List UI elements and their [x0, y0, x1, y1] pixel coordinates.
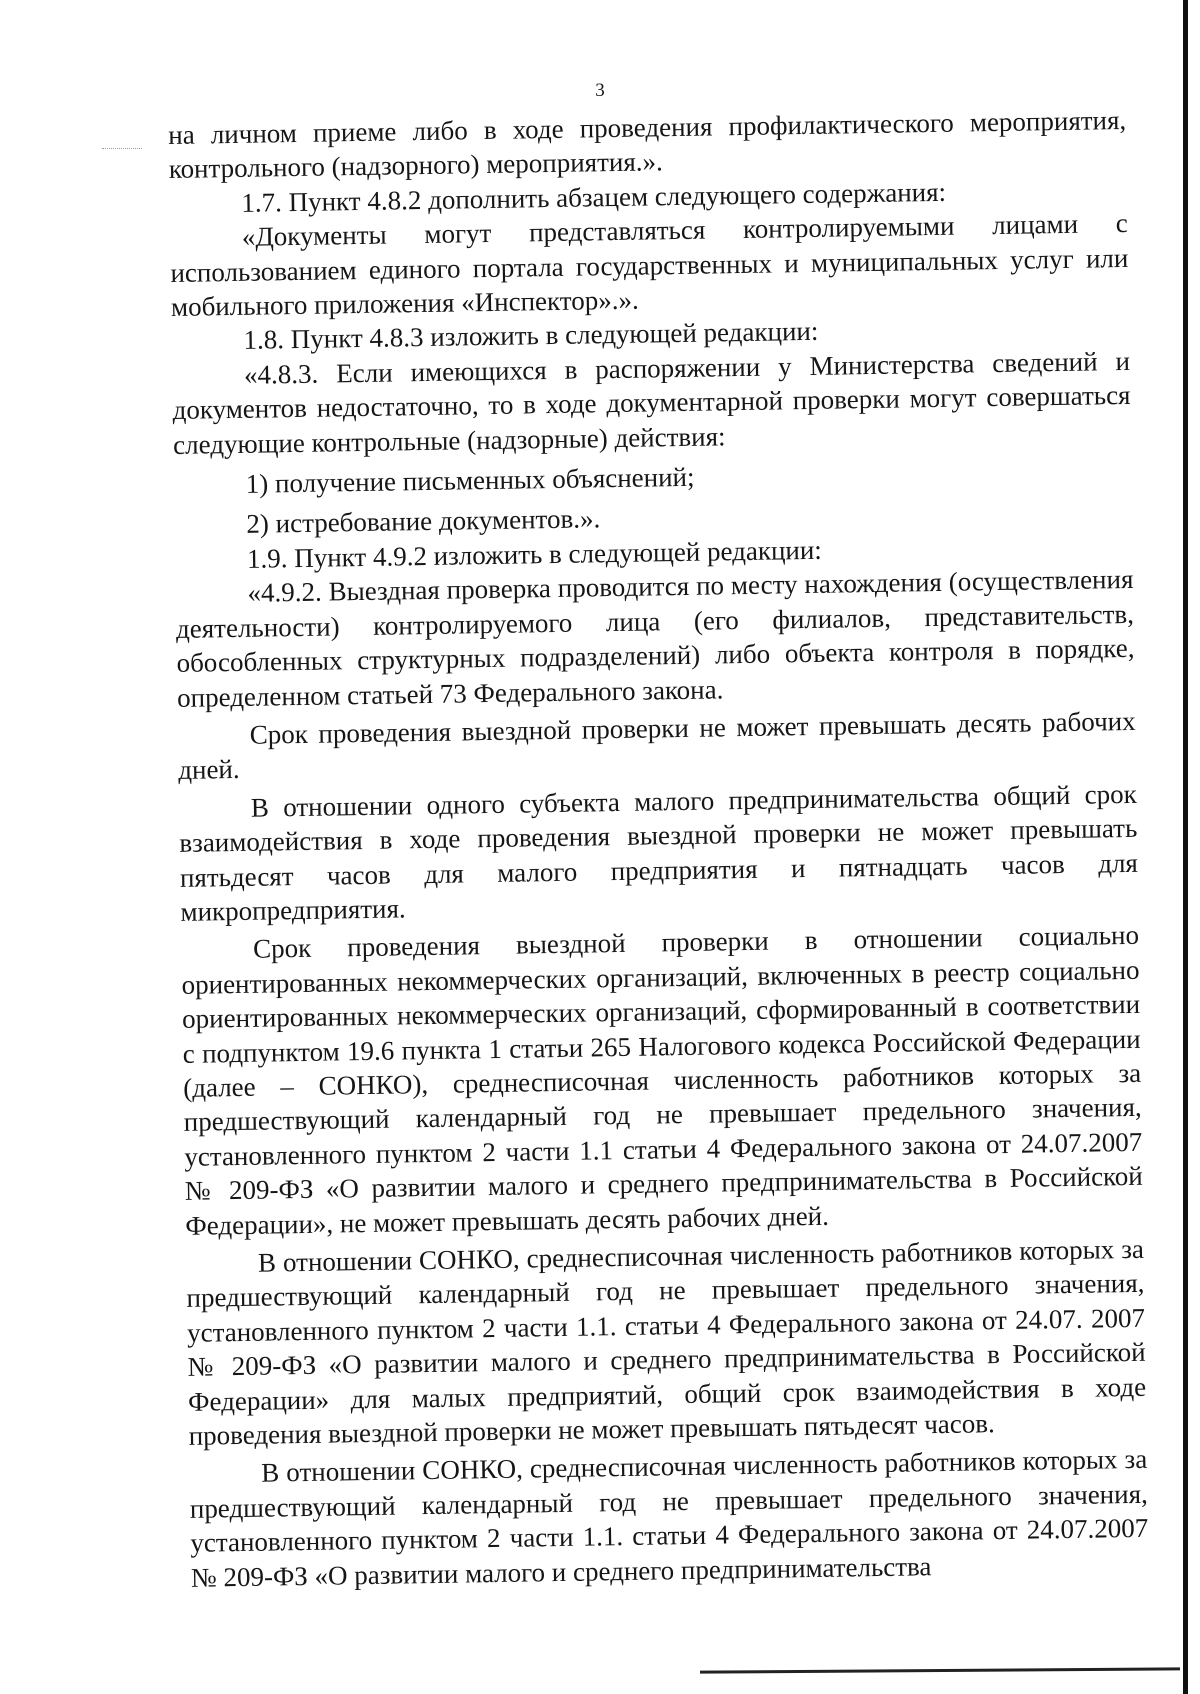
document-body — [168, 103, 1149, 1595]
list-item-1: 1) получение письменных объяснений; — [245, 461, 695, 499]
paragraph-sonko-term: Срок проведения выездной проверки в отношении социально ориентированных некоммерческих организаций, включенных в реестр социально ориентированных некоммерческих организаций, сформированный в соответствии с подпунктом 19.6 пункта 1 статьи 265 Налогового кодекса Российской Федерации (далее – СОНКО), среднесписочная численность работников которых за предшествующий календарный год не превышает предельного значения, установленного пунктом 2 части 1.1 статьи 4 Федерального закона от 24.07.2007 № 209-ФЗ «О развитии малого и среднего предпринимательства в Российской Федерации», не может превышать десять рабочих дней. — [181, 920, 1143, 1241]
paragraph-small-business: В отношении одного субъекта малого предпринимательства общий срок взаимодействия в ходе проведения выездной проверки не может превышать пятьдесят часов для малого предприятия и пятнадцать часов для микропредприятия. — [179, 778, 1139, 927]
scan-border-right — [1183, 0, 1188, 1694]
paragraph-sonko-micro: В отношении СОНКО, среднесписочная численность работников которых за предшествующий календарный год не превышает предельного значения, установленного пунктом 2 части 1.1. статьи 4 Федерального закона от 24.07.2007 № 209-ФЗ «О развитии малого и среднего предпринимательства — [189, 1444, 1149, 1593]
scan-artifact — [102, 148, 142, 150]
paragraph-continuation: на личном приеме либо в ходе проведения профилактического мероприятия, контрольного (надзорного) мероприятия.». — [168, 104, 1127, 185]
paragraph-quote-4-9-2: «4.9.2. Выездная проверка проводится по месту нахождения (осуществления деятельности) контролируемого лица (его филиалов, представительств, обособленных структурных подразделений) либо объекта контроля в порядке, определенном статьей 73 Федерального закона. — [175, 564, 1135, 713]
paragraph-quote-documents: «Документы могут представляться контролируемыми лицами с использованием единого портала государственных и муниципальных услуг или мобильного приложения «Инспектор».». — [170, 208, 1129, 323]
list-item-2: 2) истребование документов.». — [246, 503, 601, 540]
scan-border-bottom — [700, 1667, 1180, 1673]
paragraph-quote-4-8-3: «4.8.3. Если имеющихся в распоряжении у Министерства сведений и документов недостаточно, то в ходе документарной проверки могут совершаться следующие контрольные (надзорные) действия: — [172, 345, 1131, 460]
page-number: 3 — [595, 80, 605, 101]
paragraph-item-1-9: 1.9. Пункт 4.9.2 изложить в следующей редакции: — [246, 534, 823, 574]
paragraph-sonko-small: В отношении СОНКО, среднесписочная численность работников которых за предшествующий календарный год не превышает предельного значения, установленного пунктом 2 части 1.1. статьи 4 Федерального закона от 24.07. 2007 № 209-ФЗ «О развитии малого и среднего предпринимательства в Российской Федерации» для малых предприятий, общий срок взаимодействия в ходе проведения выездной проверки не может превышать пятьдесят часов. — [186, 1233, 1147, 1451]
paragraph-item-1-8: 1.8. Пункт 4.8.3 изложить в следующей редакции: — [243, 316, 819, 356]
paragraph-item-1-7: 1.7. Пункт 4.8.2 дополнить абзацем следующего содержания: — [241, 176, 947, 218]
paragraph-inspection-term: Срок проведения выездной проверки не может превышать десять рабочих дней. — [178, 705, 1136, 786]
